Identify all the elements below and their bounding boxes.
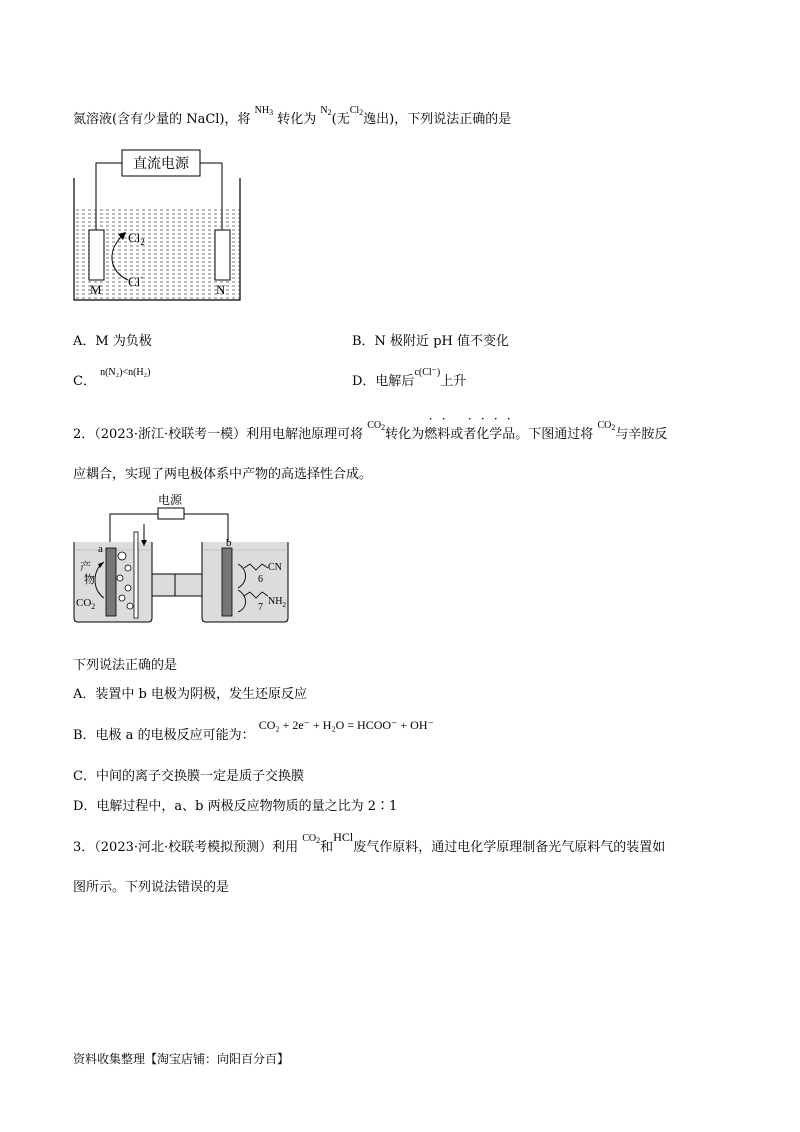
q2-electrode-a bbox=[106, 548, 116, 616]
q2-co2-label: $CO_2$ bbox=[76, 597, 96, 611]
q2-option-a[interactable]: A．装置中 b 电极为阴极，发生还原反应 bbox=[73, 687, 307, 702]
q2-power-box bbox=[158, 508, 184, 519]
q2-dotted-text: 燃料或者化学品 bbox=[424, 427, 516, 442]
q2-prefix: 2．（2023·浙江·校联考一模）利用电解池原理可将 bbox=[73, 427, 364, 442]
q2-option-d[interactable]: D．电解过程中，a、b 两极反应物物质的量之比为 2∶1 bbox=[73, 799, 398, 814]
q3-stem-line2: 图所示。下列说法错误的是 bbox=[73, 880, 230, 895]
q2-product-char2: 物 bbox=[84, 574, 95, 586]
q1-cl-label: Cl- bbox=[128, 272, 144, 289]
q2-connecting-tube bbox=[152, 574, 202, 596]
q2-label-a: a bbox=[98, 543, 103, 555]
q1-electrolysis-diagram bbox=[70, 148, 245, 304]
q1-option-d-pre: D．电解后 bbox=[352, 374, 415, 389]
q2-option-b-formula: CO₂ + 2e⁻ + H₂O = HCOO⁻ + OH⁻ bbox=[258, 718, 434, 732]
q1-option-d-formula: c(Cl⁻) bbox=[414, 367, 441, 378]
q1-label-n: N bbox=[216, 282, 226, 297]
q2-option-b[interactable] bbox=[73, 718, 434, 743]
footer-note: 资料收集整理【淘宝店铺：向阳百分百】 bbox=[73, 1052, 290, 1066]
q3-prefix: 3．（2023·河北·校联考模拟预测）利用 bbox=[73, 840, 299, 855]
q1-option-a[interactable]: A．M 为负极 bbox=[73, 334, 152, 349]
q2-electrode-b bbox=[222, 548, 232, 616]
q1-option-c[interactable] bbox=[73, 367, 151, 389]
q1-option-c-label: C． bbox=[73, 374, 96, 389]
q1-n2: N2 bbox=[320, 105, 332, 117]
q2-label-b: b bbox=[226, 537, 232, 549]
q2-product-char1: 产 bbox=[80, 561, 91, 573]
q1-option-b[interactable]: B．N 极附近 pH 值不变化 bbox=[352, 334, 509, 349]
q1-text-post: 逸出)，下列说法正确的是 bbox=[363, 112, 512, 127]
q3-stem-line1 bbox=[73, 830, 666, 855]
q2-electrolysis-diagram bbox=[70, 494, 290, 626]
q1-label-m: M bbox=[90, 282, 102, 297]
q1-nh3: NH3 bbox=[254, 105, 274, 117]
q1-option-c-formula: n(N₂)<n(H₂) bbox=[100, 367, 151, 378]
q1-electrode-n bbox=[215, 230, 230, 280]
q2-co2b: CO2 bbox=[597, 420, 616, 432]
q1-electrode-m bbox=[89, 230, 104, 280]
q2-chain-7: 7 bbox=[258, 602, 263, 613]
q2-prompt: 下列说法正确的是 bbox=[73, 658, 178, 673]
q2-nh2-label: $NH_2$ bbox=[268, 596, 286, 609]
q2-stem-line1 bbox=[73, 420, 668, 442]
q3-and: 和 bbox=[320, 840, 334, 855]
q1-text-pre: 氮溶液(含有少量的 NaCl)，将 bbox=[73, 112, 251, 127]
q2-cn-label: CN bbox=[268, 562, 282, 573]
q2-gas-inlet-tube bbox=[134, 532, 138, 618]
q1-cl2: Cl2 bbox=[349, 105, 364, 117]
q2-co2a: CO2 bbox=[367, 420, 386, 432]
q2-option-c[interactable]: C．中间的离子交换膜一定是质子交换膜 bbox=[73, 769, 304, 784]
q1-line1 bbox=[73, 105, 512, 127]
q2-power-label: 电源 bbox=[157, 494, 183, 507]
q1-text-mid: 转化为 bbox=[277, 112, 317, 127]
q2-stem-line2: 应耦合，实现了两电极体系中产物的高选择性合成。 bbox=[73, 467, 373, 482]
q1-option-d[interactable] bbox=[352, 367, 467, 389]
q2-option-b-pre: B．电极 a 的电极反应可能为： bbox=[73, 728, 255, 743]
q1-cl2-label: $Cl_2$ bbox=[128, 230, 145, 247]
q2-mid1: 转化为 bbox=[385, 427, 425, 442]
q2-tail: 与辛胺反 bbox=[615, 427, 668, 442]
q3-co2: CO2 bbox=[302, 833, 321, 845]
q3-tail: 废气作原料，通过电化学原理制备光气原料气的装置如 bbox=[353, 840, 666, 855]
q2-mid2: 。下图通过将 bbox=[515, 427, 594, 442]
q1-text-wu: (无 bbox=[331, 112, 350, 127]
q1-option-d-post: 上升 bbox=[440, 374, 467, 389]
q2-right-beaker bbox=[202, 542, 288, 622]
q1-power-label: 直流电源 bbox=[133, 157, 189, 172]
q2-chain-6: 6 bbox=[258, 574, 263, 585]
q3-hcl: HCl bbox=[333, 830, 354, 844]
